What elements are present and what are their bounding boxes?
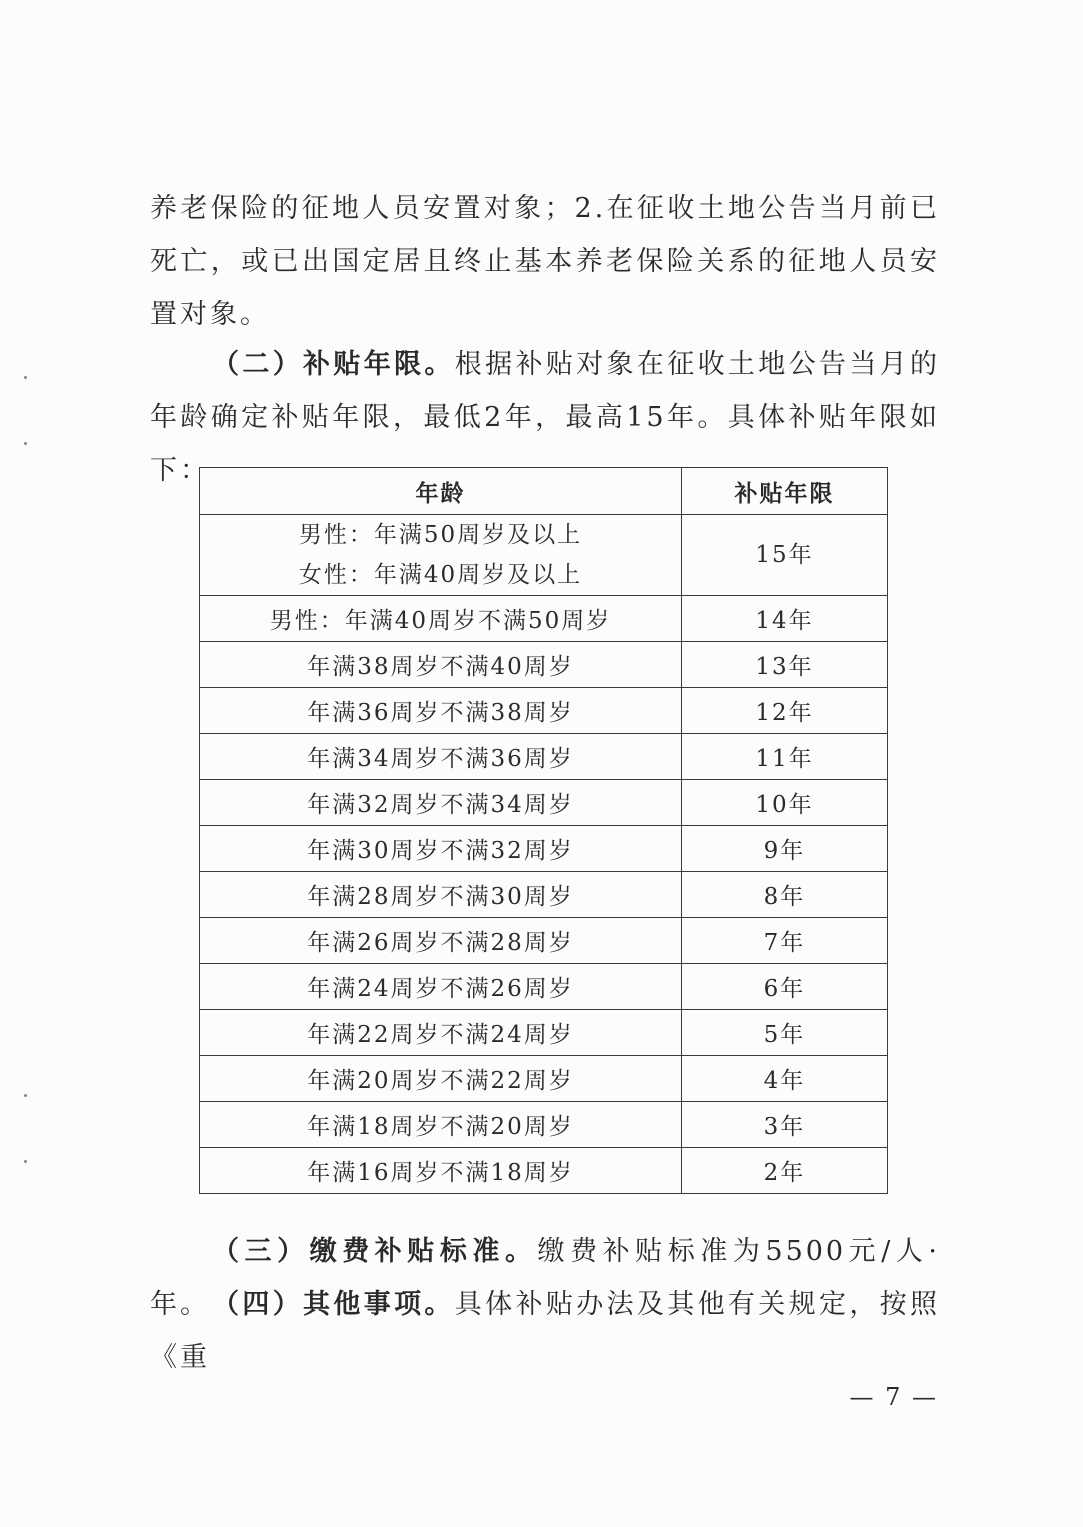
age-cell: 年满18周岁不满20周岁 <box>200 1102 682 1148</box>
section4-heading: （四）其他事项。 <box>212 1289 455 1320</box>
years-cell: 3年 <box>682 1102 888 1148</box>
intro-text: 养老保险的征地人员安置对象；2.在征收土地公告当月前已死亡，或已出国定居且终止基本养老保险关系的征地人员安置对象。 <box>150 193 940 330</box>
header-age: 年龄 <box>200 468 682 515</box>
age-cell-line2: 女性：年满40周岁及以上 <box>298 562 583 588</box>
table-row <box>200 918 888 964</box>
years-cell: 9年 <box>682 826 888 872</box>
section3-heading: （三）缴费补贴标准。 <box>212 1236 538 1267</box>
years-cell: 12年 <box>682 688 888 734</box>
years-cell: 7年 <box>682 918 888 964</box>
table-row <box>200 1148 888 1194</box>
section4-text: 具体补贴办法及其他有关规定，按照《重 <box>150 1289 941 1373</box>
table-row <box>200 734 888 780</box>
section2-heading: （二）补贴年限。 <box>212 349 455 380</box>
years-cell: 8年 <box>682 872 888 918</box>
table-row <box>200 780 888 826</box>
years-cell: 15年 <box>682 515 888 596</box>
table-row <box>200 1010 888 1056</box>
section3-text: 缴费补贴标准为5500元/人·年。 <box>150 1236 940 1320</box>
margin-mark <box>24 442 27 445</box>
table-row <box>200 515 888 596</box>
margin-mark <box>24 1160 27 1163</box>
table-header-row <box>200 468 888 515</box>
page-number: — 7 — <box>849 1383 938 1411</box>
table-row <box>200 642 888 688</box>
age-cell: 年满32周岁不满34周岁 <box>200 780 682 826</box>
margin-mark <box>24 1094 27 1097</box>
years-cell: 13年 <box>682 642 888 688</box>
subsidy-years-table <box>199 467 888 1194</box>
table-row <box>200 1102 888 1148</box>
section4-paragraph <box>150 1278 940 1384</box>
age-cell: 年满20周岁不满22周岁 <box>200 1056 682 1102</box>
years-cell: 4年 <box>682 1056 888 1102</box>
years-cell: 5年 <box>682 1010 888 1056</box>
table-row <box>200 688 888 734</box>
age-cell: 年满24周岁不满26周岁 <box>200 964 682 1010</box>
table-row <box>200 596 888 642</box>
margin-mark <box>24 376 27 379</box>
age-cell: 年满28周岁不满30周岁 <box>200 872 682 918</box>
table-row <box>200 1056 888 1102</box>
age-cell: 年满30周岁不满32周岁 <box>200 826 682 872</box>
age-cell-line1: 男性：年满50周岁及以上 <box>298 522 583 548</box>
age-cell: 年满38周岁不满40周岁 <box>200 642 682 688</box>
table-row <box>200 872 888 918</box>
age-cell: 男性：年满40周岁不满50周岁 <box>200 596 682 642</box>
table-row <box>200 964 888 1010</box>
intro-paragraph <box>150 182 940 341</box>
years-cell: 2年 <box>682 1148 888 1194</box>
years-cell: 6年 <box>682 964 888 1010</box>
table-row <box>200 826 888 872</box>
age-cell: 年满36周岁不满38周岁 <box>200 688 682 734</box>
age-cell: 年满16周岁不满18周岁 <box>200 1148 682 1194</box>
years-cell: 11年 <box>682 734 888 780</box>
age-cell <box>200 515 682 596</box>
age-cell: 年满22周岁不满24周岁 <box>200 1010 682 1056</box>
age-cell: 年满34周岁不满36周岁 <box>200 734 682 780</box>
section2-text: 根据补贴对象在征收土地公告当月的年龄确定补贴年限，最低2年，最高15年。具体补贴年限如下： <box>150 349 941 486</box>
header-years: 补贴年限 <box>682 468 888 515</box>
years-cell: 10年 <box>682 780 888 826</box>
years-cell: 14年 <box>682 596 888 642</box>
age-cell: 年满26周岁不满28周岁 <box>200 918 682 964</box>
